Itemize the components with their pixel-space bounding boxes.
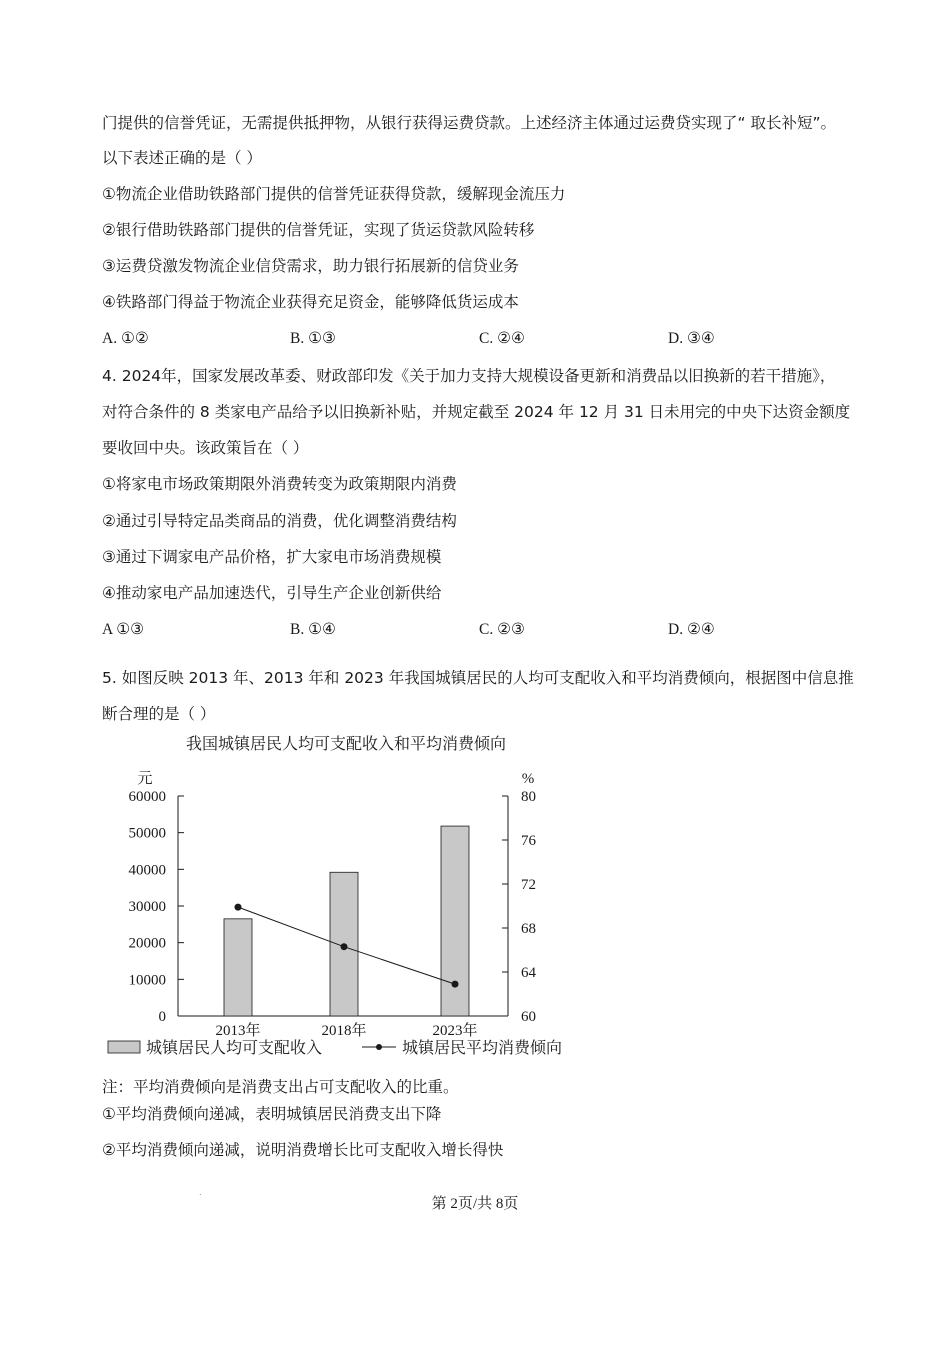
income-bar-2013年 xyxy=(224,919,252,1016)
left-axis-tick-label: 30000 xyxy=(128,899,166,915)
income-consumption-chart xyxy=(100,730,600,1075)
left-axis-tick-label: 0 xyxy=(158,1009,166,1025)
right-axis-tick-label: 80 xyxy=(521,789,536,805)
q4-stem-line-3: 要收回中央。该政策旨在（ ） xyxy=(102,439,309,457)
q4-stem-line-1: 4. 2024年，国家发展改革委、财政部印发《关于加力支持大规模设备更新和消费品以旧换新的若干措施》， xyxy=(102,367,836,385)
chart-title: 我国城镇居民人均可支配收入和平均消费倾向 xyxy=(185,736,507,753)
left-axis-tick-label: 50000 xyxy=(128,825,166,842)
q3-statement-3: ③运费贷激发物流企业信贷需求，助力银行拓展新的信贷业务 xyxy=(102,257,519,275)
q4-option-d[interactable]: D. ②④ xyxy=(668,621,715,638)
left-axis-tick-label: 60000 xyxy=(128,789,166,805)
x-axis-label: 2018年 xyxy=(321,1023,367,1039)
legend xyxy=(108,1038,562,1057)
consumption-point-2018年 xyxy=(341,943,348,950)
x-axis-label: 2013年 xyxy=(215,1023,261,1039)
legend-bar-swatch xyxy=(108,1041,140,1053)
q4-statement-4: ④推动家电产品加速迭代，引导生产企业创新供给 xyxy=(102,584,442,602)
legend-line-marker xyxy=(376,1044,382,1050)
q3-option-b[interactable]: B. ①③ xyxy=(290,330,336,347)
left-axis-tick-label: 10000 xyxy=(128,972,166,989)
q4-statement-1: ①将家电市场政策期限外消费转变为政策期限内消费 xyxy=(102,475,457,493)
q5-statement-2: ②平均消费倾向递减，说明消费增长比可支配收入增长得快 xyxy=(102,1141,504,1159)
q3-option-d[interactable]: D. ③④ xyxy=(668,330,715,347)
q3-statement-2: ②银行借助铁路部门提供的信誉凭证，实现了货运贷款风险转移 xyxy=(102,221,535,239)
left-axis-unit: 元 xyxy=(137,771,153,787)
right-axis-tick-label: 68 xyxy=(521,921,536,937)
q3-option-a[interactable]: A. ①② xyxy=(102,330,149,347)
q4-statement-2: ②通过引导特定品类商品的消费，优化调整消费结构 xyxy=(102,512,457,530)
q4-option-a[interactable]: A ①③ xyxy=(102,621,145,638)
q4-option-b[interactable]: B. ①④ xyxy=(290,621,336,638)
q5-stem-line-2: 断合理的是（ ） xyxy=(102,705,216,723)
q5-stem-line-1: 5. 如图反映 2013 年、2013 年和 2023 年我国城镇居民的人均可支配收入和平均消费倾向，根据图中信息推 xyxy=(102,669,854,687)
right-axis-tick-label: 60 xyxy=(521,1009,536,1025)
footer-mark: . xyxy=(199,1188,202,1197)
q4-option-c[interactable]: C. ②③ xyxy=(479,621,525,638)
chart-note: 注：平均消费倾向是消费支出占可支配收入的比重。 xyxy=(102,1079,459,1096)
left-axis-tick-label: 40000 xyxy=(128,862,166,879)
q5-statement-1: ①平均消费倾向递减，表明城镇居民消费支出下降 xyxy=(102,1105,442,1123)
consumption-point-2023年 xyxy=(452,981,459,988)
page-footer: 第 2页/共 8页 xyxy=(431,1196,519,1212)
right-axis-tick-label: 72 xyxy=(521,877,536,893)
legend-bar-label: 城镇居民人均可支配收入 xyxy=(146,1040,323,1057)
q3-statement-4: ④铁路部门得益于物流企业获得充足资金，能够降低货运成本 xyxy=(102,293,519,311)
consumption-point-2013年 xyxy=(235,904,242,911)
q3-option-c[interactable]: C. ②④ xyxy=(479,330,525,347)
q3-statement-1: ①物流企业借助铁路部门提供的信誉凭证获得贷款，缓解现金流压力 xyxy=(102,185,566,203)
text-line-1: 门提供的信誉凭证，无需提供抵押物，从银行获得运费贷款。上述经济主体通过运费贷实现了“ 取长补短”。 xyxy=(102,114,836,132)
legend-line-label: 城镇居民平均消费倾向 xyxy=(402,1040,563,1057)
right-axis-unit: % xyxy=(521,771,535,787)
right-axis-tick-label: 64 xyxy=(521,965,536,981)
right-axis-tick-label: 76 xyxy=(521,833,536,849)
q4-statement-3: ③通过下调家电产品价格，扩大家电市场消费规模 xyxy=(102,548,442,566)
q4-stem-line-2: 对符合条件的 8 类家电产品给予以旧换新补贴，并规定截至 2024 年 12 月 31 日未用完的中央下达资金额度 xyxy=(102,403,851,421)
x-axis-label: 2023年 xyxy=(432,1023,478,1039)
text-line-2: 以下表述正确的是（ ） xyxy=(102,149,262,167)
left-axis-tick-label: 20000 xyxy=(128,935,166,952)
